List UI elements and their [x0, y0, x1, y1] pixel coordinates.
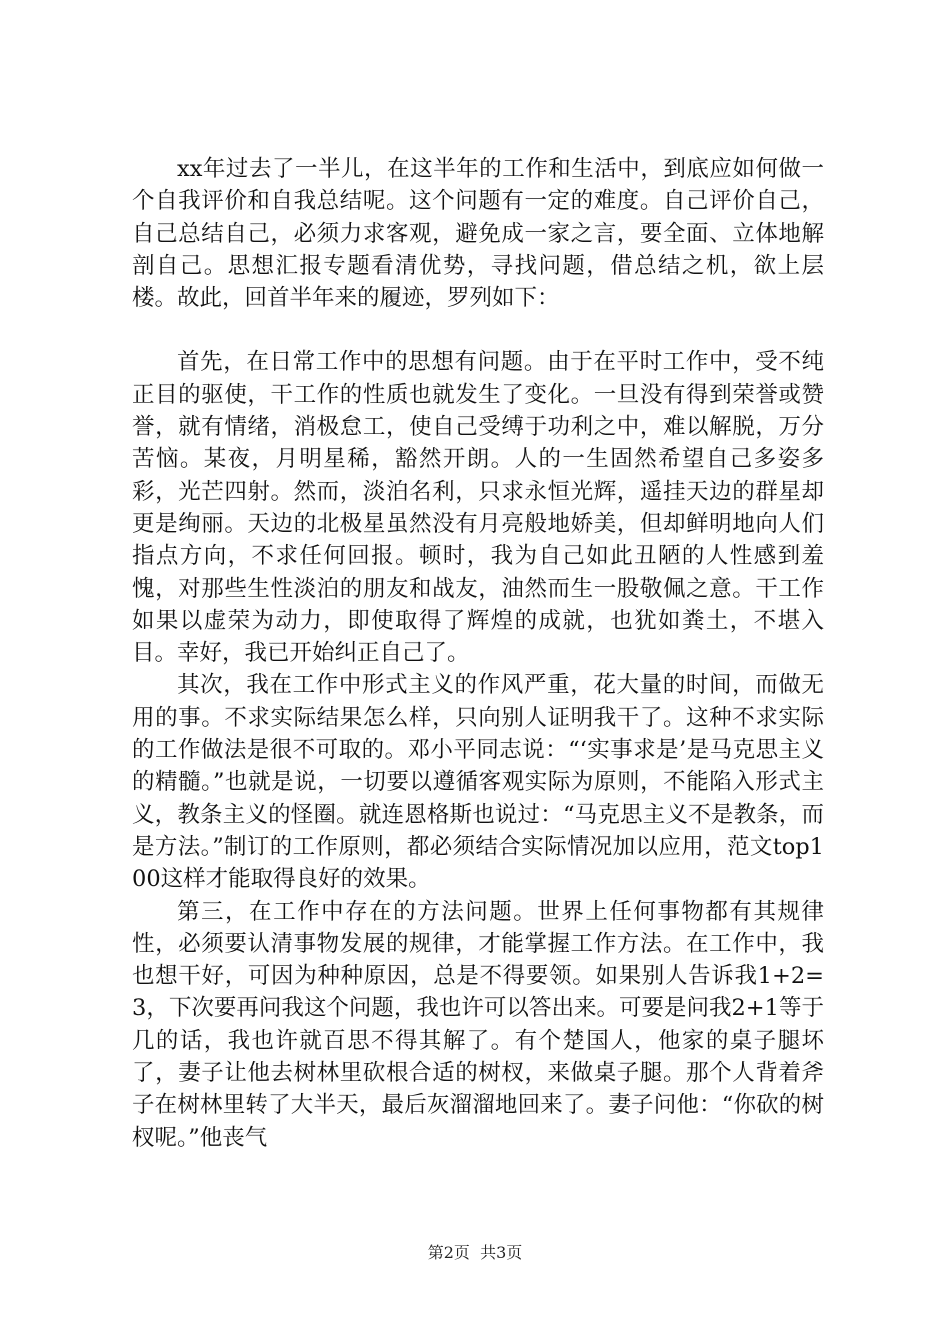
page-number-label: 第2页 共3页	[427, 1243, 523, 1262]
page-footer	[0, 1243, 950, 1263]
paragraph-third-issue: 第三，在工作中存在的方法问题。世界上任何事物都有其规律性，必须要认清事物发展的规律，才能掌握工作方法。在工作中，我也想干好，可因为种种原因，总是不得要领。如果别人告诉我1+2=3，下次要再问我这个问题，我也许可以答出来。可要是问我2+1等于几的话，我也许就百思不得其解了。有个楚国人，他家的桌子腿坏了，妻子让他去树林里砍根合适的树杈，来做桌子腿。那个人背着斧子在树林里转了大半天，最后灰溜溜地回来了。妻子问他：“你砍的树杈呢。”他丧气	[132, 898, 824, 1151]
paragraph-second-issue: 其次，我在工作中形式主义的作风严重，花大量的时间，而做无用的事。不求实际结果怎么样，只向别人证明我干了。这种不求实际的工作做法是很不可取的。邓小平同志说：“‘实事求是’是马克思主义的精髓。”也就是说，一切要以遵循客观实际为原则，不能陷入形式主义，教条主义的怪圈。就连恩格斯也说过：“马克思主义不是教条，而是方法。”制订的工作原则，都必须结合实际情况加以应用，范文top100这样才能取得良好的效果。	[132, 672, 824, 893]
paragraph-intro: xx年过去了一半儿，在这半年的工作和生活中，到底应如何做一个自我评价和自我总结呢。这个问题有一定的难度。自己评价自己，自己总结自己，必须力求客观，避免成一家之言，要全面、立体地解剖自己。思想汇报专题看清优势，寻找问题，借总结之机，欲上层楼。故此，回首半年来的履迹，罗列如下：	[132, 156, 824, 312]
paragraph-gap	[132, 314, 824, 346]
document-body	[132, 153, 824, 1154]
paragraph-first-issue: 首先，在日常工作中的思想有问题。由于在平时工作中，受不纯正目的驱使，干工作的性质也就发生了变化。一旦没有得到荣誉或赞誉，就有情绪，消极怠工，使自己受缚于功利之中，难以解脱，万分苦恼。某夜，月明星稀，豁然开朗。人的一生固然希望自己多姿多彩，光芒四射。然而，淡泊名利，只求永恒光辉，遥挂天边的群星却更是绚丽。天边的北极星虽然没有月亮般地娇美，但却鲜明地向人们指点方向，不求任何回报。顿时，我为自己如此丑陋的人性感到羞愧，对那些生性淡泊的朋友和战友，油然而生一股敬佩之意。干工作如果以虚荣为动力，即使取得了辉煌的成就，也犹如粪土，不堪入目。幸好，我已开始纠正自己了。	[132, 349, 824, 667]
